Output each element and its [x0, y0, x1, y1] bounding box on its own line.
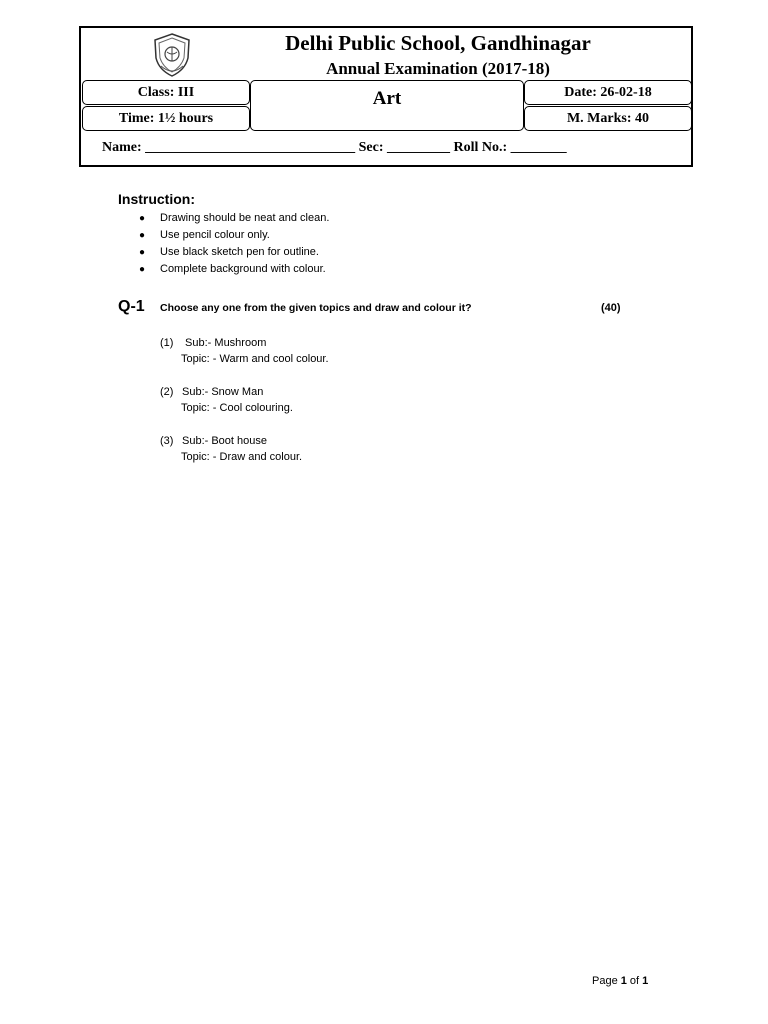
bullet-icon: ●	[139, 213, 146, 224]
bullet-icon: ●	[139, 264, 146, 275]
list-item: ● Drawing should be neat and clean.	[118, 210, 329, 227]
page-number: Page 1 of 1	[592, 975, 649, 987]
topic-option-1: (1) Sub:- Mushroom Topic: - Warm and cool colour.	[160, 337, 329, 365]
instructions-list	[118, 210, 329, 278]
question-marks: (40)	[601, 302, 621, 314]
bullet-icon: ●	[139, 230, 146, 241]
subject-title: Art	[250, 80, 524, 131]
student-details-row: Name: ______________________________ Sec: _________ Roll No.: ________	[102, 140, 567, 155]
topic-option-3: (3) Sub:- Boot house Topic: - Draw and colour.	[160, 435, 303, 463]
instructions-title: Instruction:	[118, 191, 195, 207]
question-text: Choose any one from the given topics and draw and colour it?	[160, 302, 472, 314]
date-field: Date: 26-02-18	[524, 80, 692, 105]
school-name: Delhi Public School, Gandhinagar	[285, 31, 591, 55]
list-item: ● Complete background with colour.	[118, 261, 329, 278]
exam-name: Annual Examination (2017-18)	[326, 59, 550, 78]
question-number: Q-1	[118, 298, 145, 315]
time-field: Time: 1½ hours	[82, 106, 250, 131]
class-field: Class: III	[82, 80, 250, 105]
max-marks-field: M. Marks: 40	[524, 106, 692, 131]
list-item: ● Use black sketch pen for outline.	[118, 244, 329, 261]
bullet-icon: ●	[139, 247, 146, 258]
topic-option-2: (2) Sub:- Snow Man Topic: - Cool colouring.	[160, 386, 293, 414]
exam-header	[79, 26, 693, 167]
list-item: ● Use pencil colour only.	[118, 227, 329, 244]
